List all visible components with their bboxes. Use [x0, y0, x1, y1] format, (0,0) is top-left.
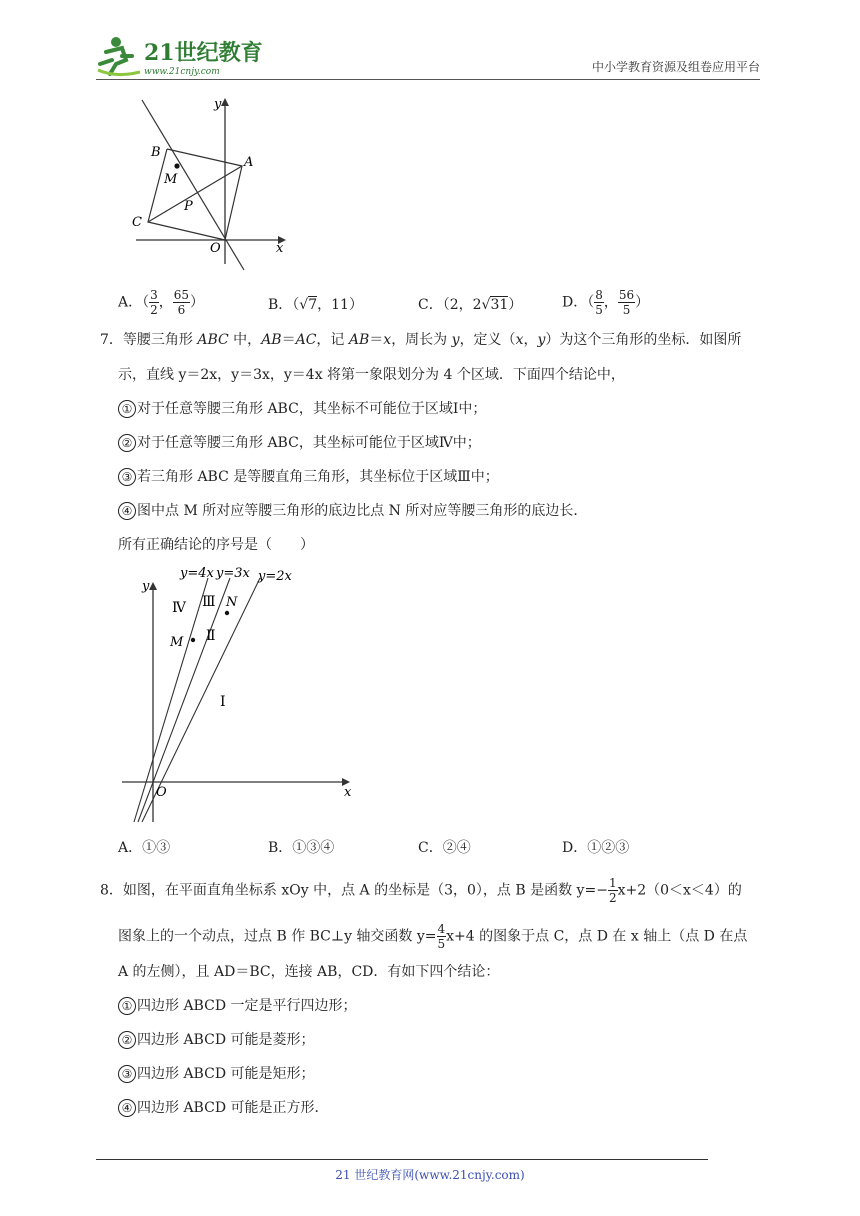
q6-option-c: C．（2，2√31）: [418, 297, 523, 313]
q7-option-b: B．①③④: [268, 840, 335, 856]
logo-url: www.21cnjy.com: [144, 67, 220, 77]
q6-option-b: B．（√7，11）: [268, 297, 363, 313]
fig7-label-y3x: y=3x: [216, 566, 250, 581]
fig7-region-IV: Ⅳ: [172, 600, 186, 616]
q7-line-1: 7．等腰三角形 ABC 中，AB＝AC，记 AB＝x，周长为 y，定义（x，y）为这个三角形的坐标．如图所: [100, 332, 742, 348]
footer-divider: [96, 1159, 708, 1160]
q7-line-2: 示，直线 y＝2x，y＝3x，y＝4x 将第一象限划分为 4 个区域．下面四个结论中，: [118, 367, 625, 383]
fig7-label-y2x: y=2x: [258, 569, 292, 584]
q8-line-1: 8．如图，在平面直角坐标系 xOy 中，点 A 的坐标是（3，0），点 B 是函数 y=− $\frac{1}{2}$ x+2（0＜x＜4）的: [100, 876, 742, 905]
q7-statement-4: ④ 图中点 M 所对应等腰三角形的底边比点 N 所对应等腰三角形的底边长．: [118, 501, 587, 521]
fig6-label-M: M: [164, 172, 178, 187]
q8-statement-4: ④ 四边形 ABCD 可能是正方形．: [118, 1098, 329, 1118]
q7-statement-1: ① 对于任意等腰三角形 ABC，其坐标不可能位于区域Ⅰ中；: [118, 399, 486, 419]
fig7-label-M: M: [170, 635, 184, 650]
fig7-region-II: Ⅱ: [206, 628, 216, 644]
q7-statement-2: ② 对于任意等腰三角形 ABC，其坐标可能位于区域Ⅳ中；: [118, 433, 481, 453]
runner-logo-icon: [96, 34, 266, 80]
fig6-label-y: y: [214, 97, 222, 112]
fig6-label-x: x: [276, 241, 284, 256]
header-divider: [96, 79, 760, 80]
q6-option-a: A．（ $\frac{3}{2}$ ， $\frac{65}{6}$ ）: [118, 288, 205, 317]
q7-option-c: C．②④: [418, 840, 471, 856]
q8-statement-2: ② 四边形 ABCD 可能是菱形；: [118, 1030, 315, 1050]
q8-statement-3: ③ 四边形 ABCD 可能是矩形；: [118, 1064, 315, 1084]
logo-text: 21世纪教育: [144, 40, 263, 66]
q7-option-a: A．①③: [118, 840, 171, 856]
q7-question: 所有正确结论的序号是（ ）: [118, 537, 314, 553]
q7-figure: [116, 560, 362, 826]
q8-statement-1: ① 四边形 ABCD 一定是平行四边形；: [118, 996, 357, 1016]
fig6-label-O: O: [210, 241, 221, 256]
site-logo: [96, 34, 266, 80]
q6-figure: [126, 94, 292, 274]
fig7-region-III: Ⅲ: [202, 594, 216, 610]
header-platform-text: 中小学教育资源及组卷应用平台: [591, 60, 760, 74]
fig6-label-P: P: [184, 199, 193, 214]
fig7-label-O: O: [156, 785, 167, 800]
fig6-label-C: C: [132, 215, 142, 230]
fig6-label-B: B: [151, 145, 161, 160]
q6-option-d: D．（ $\frac{8}{5}$ ， $\frac{56}{5}$ ）: [562, 288, 650, 317]
fig7-label-y: y: [142, 579, 150, 594]
q8-line-3: A 的左侧），且 AD＝BC，连接 AB，CD．有如下四个结论：: [118, 964, 500, 980]
q7-statement-3: ③ 若三角形 ABC 是等腰直角三角形，其坐标位于区域Ⅲ中；: [118, 467, 499, 487]
fig7-label-x: x: [344, 785, 352, 800]
fig7-label-N: N: [226, 595, 238, 610]
fig7-region-I: Ⅰ: [220, 694, 226, 710]
q8-line-2: 图象上的一个动点，过点 B 作 BC⊥y 轴交函数 y= $\frac{4}{5}$ x+4 的图象于点 C，点 D 在 x 轴上（点 D 在点: [118, 922, 748, 951]
fig6-label-A: A: [244, 155, 254, 170]
fig7-label-y4x: y=4x: [180, 566, 214, 581]
q7-option-d: D．①②③: [562, 840, 630, 856]
footer-link[interactable]: 21 世纪教育网(www.21cnjy.com): [335, 1168, 525, 1182]
